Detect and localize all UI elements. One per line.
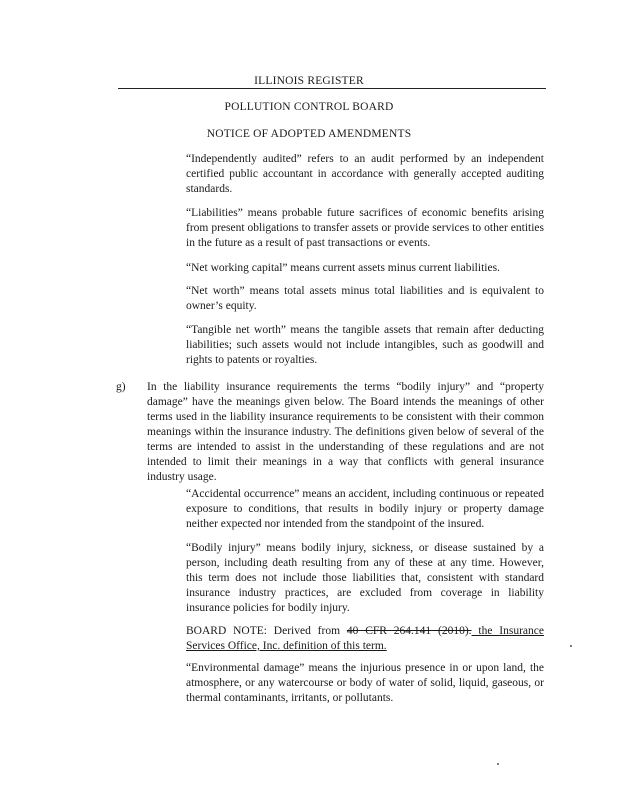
board-title: POLLUTION CONTROL BOARD xyxy=(224,101,394,113)
definition-independently-audited: “Independently audited” refers to an audit performed by an independent certified public accountant in accordance with generally accepted auditing standards. xyxy=(186,153,544,195)
definition-environmental-damage: “Environmental damage” means the injurious presence in or upon land, the atmosphere, or any watercourse or body of water of solid, liquid, gaseous, or thermal contaminants, irritants, or pollutants. xyxy=(186,662,544,704)
board-note-added-text: the Insurance Services Office, Inc. definition of this term. xyxy=(186,625,544,652)
board-note-prefix: BOARD NOTE: Derived from xyxy=(186,625,347,637)
header-rule xyxy=(118,88,546,89)
scan-speck xyxy=(570,645,572,647)
definition-liabilities: “Liabilities” means probable future sacrifices of economic benefits arising from present obligations to transfer assets or provide services to other entities in the future as a result of past transactions or events. xyxy=(186,207,544,249)
definition-net-working-capital: “Net working capital” means current assets minus current liabilities. xyxy=(186,262,500,274)
definition-tangible-net-worth: “Tangible net worth” means the tangible assets that remain after deducting liabilities; such assets would not include intangibles, such as goodwill and rights to patents or royalties. xyxy=(186,324,544,366)
definition-bodily-injury: “Bodily injury” means bodily injury, sickness, or disease sustained by a person, including death resulting from any of these at any time. However, this term does not include those liabilities that, consistent with standard insurance industry practices, are excluded from coverage in liability insurance policies for bodily injury. xyxy=(186,542,544,614)
definition-net-worth: “Net worth” means total assets minus total liabilities and is equivalent to owner’s equity. xyxy=(186,285,544,312)
board-note-struck-text: 40 CFR 264.141 (2010). xyxy=(346,625,472,637)
register-title: ILLINOIS REGISTER xyxy=(254,75,364,87)
section-g-label: g) xyxy=(116,381,126,393)
definition-accidental-occurrence: “Accidental occurrence” means an accident, including continuous or repeated exposure to conditions, that results in bodily injury or property damage neither expected nor intended from the standpoint of the insured. xyxy=(186,488,544,530)
board-note xyxy=(186,624,544,654)
notice-title: NOTICE OF ADOPTED AMENDMENTS xyxy=(206,128,412,140)
scan-speck xyxy=(497,763,499,765)
section-g-text: In the liability insurance requirements the terms “bodily injury” and “property damage” have the meanings given below. The Board intends the meanings of other terms used in the liability insurance requirements to be consistent with their common meanings within the insurance industry. The definitions given below of several of the terms are intended to assist in the understanding of these regulations and are not intended to limit their meanings in a way that conflicts with general insurance industry usage. xyxy=(147,381,544,483)
